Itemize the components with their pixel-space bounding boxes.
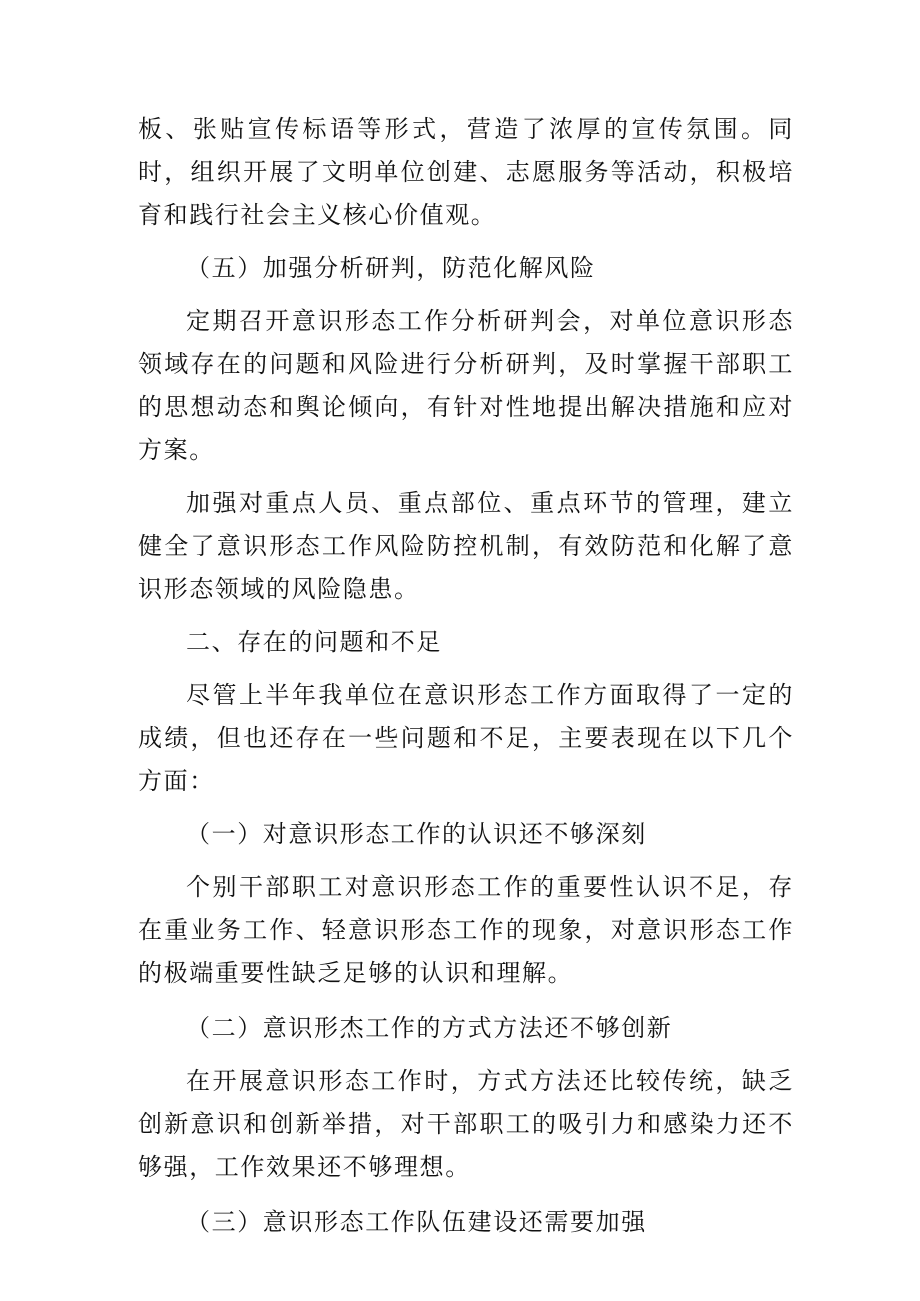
paragraph: 尽管上半年我单位在意识形态工作方面取得了一定的成绩，但也还存在一些问题和不足，主要表现在以下几个方面： [138,681,794,795]
paragraph: 加强对重点人员、重点部位、重点环节的管理，建立健全了意识形态工作风险防控机制，有效防范和化解了意识形态领域的风险隐患。 [138,489,794,603]
section-heading-2-sub: （二）意识形杰工作的方式方法还不够创新 [186,1014,673,1042]
section-heading-3-sub: （三）意识形态工作队伍建设还需要加强 [186,1208,647,1236]
section-heading-5: （五）加强分析研判，防范化解风险 [186,254,596,282]
document-body [138,108,794,1244]
paragraph: 个别干部职工对意识形态工作的重要性认识不足，存在重业务工作、轻意识形态工作的现象，对意识形态工作的极端重要性缺乏足够的认识和理解。 [138,873,794,987]
paragraph: 定期召开意识形态工作分析研判会，对单位意识形态领域存在的问题和风险进行分析研判，及时掌握干部职工的思想动态和舆论倾向，有针对性地提出解决措施和应对方案。 [138,307,794,464]
paragraph-continued: 板、张贴宣传标语等形式，营造了浓厚的宣传氛围。同时，组织开展了文明单位创建、志愿服务等活动，积极培育和践行社会主义核心价值观。 [138,115,794,229]
section-heading-1: （一）对意识形态工作的认识还不够深刻 [186,820,647,848]
section-heading-2: 二、存在的问题和不足 [186,628,442,656]
paragraph: 在开展意识形态工作时，方式方法还比较传统，缺乏创新意识和创新举措，对干部职工的吸引力和感染力还不够强，工作效果还不够理想。 [138,1067,794,1181]
